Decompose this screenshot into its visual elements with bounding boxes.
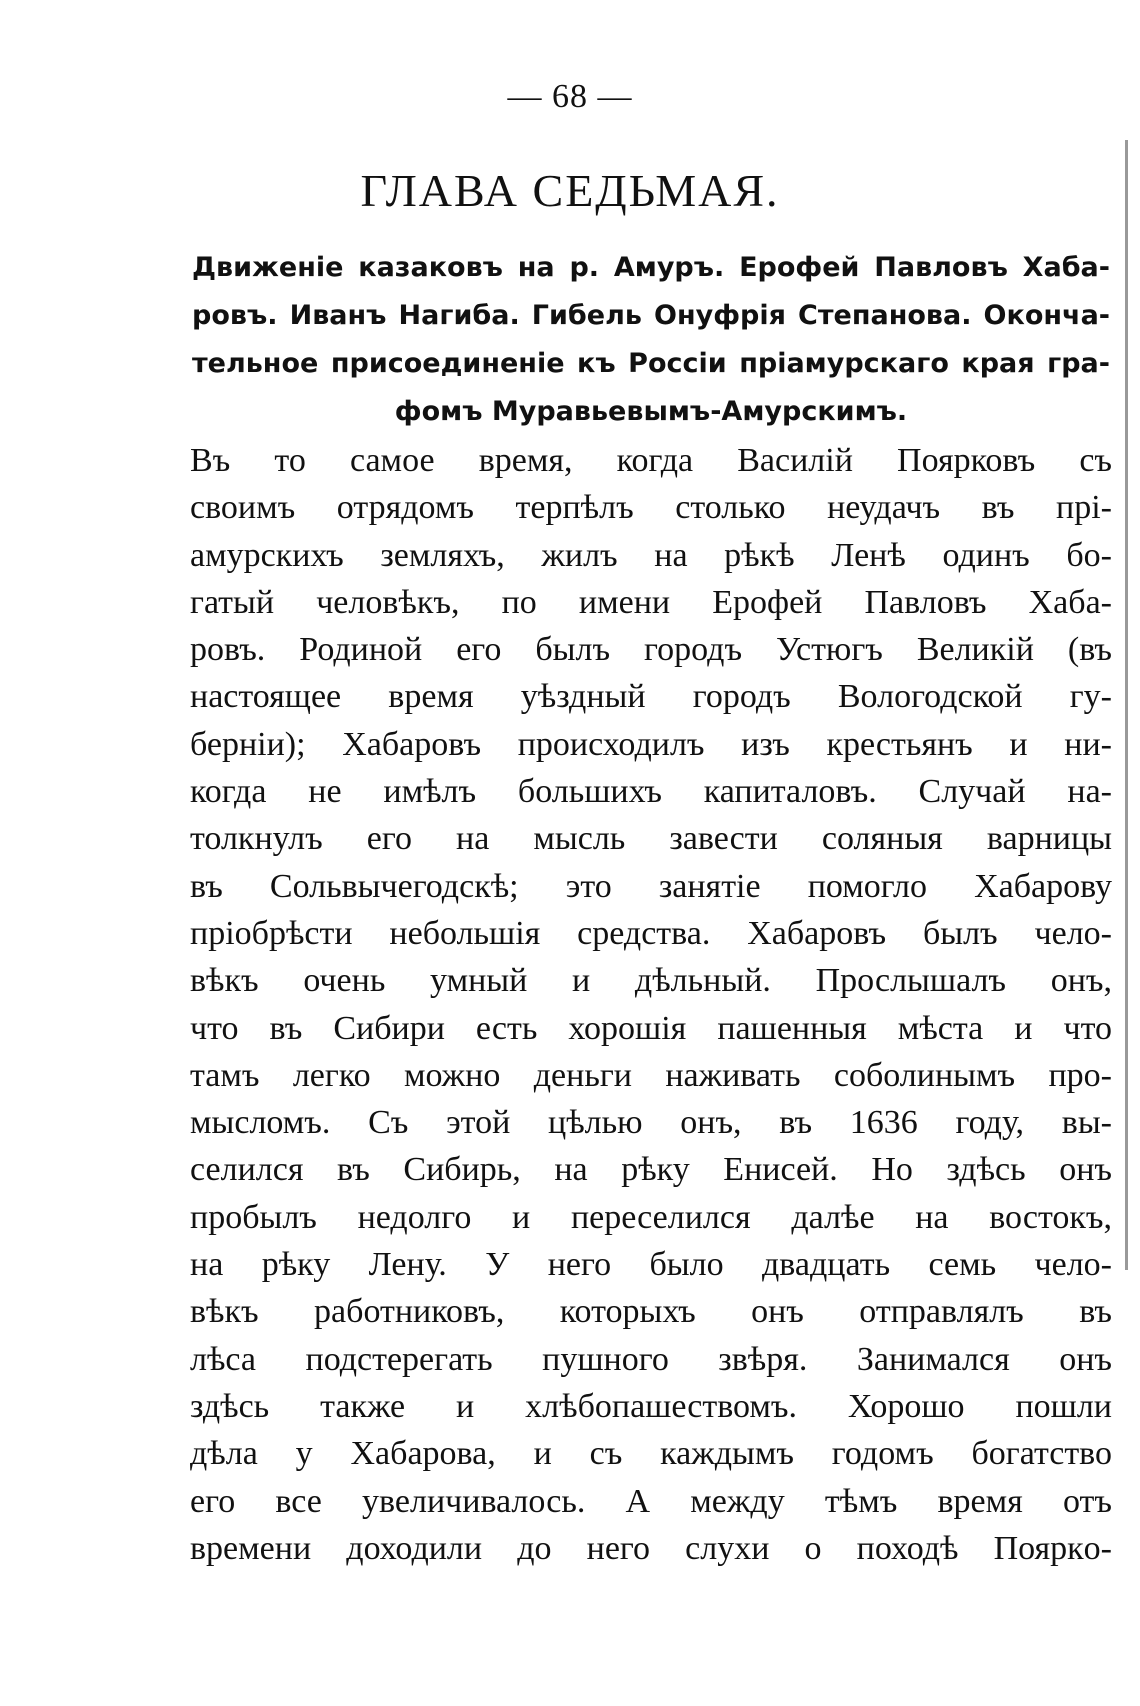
chapter-title: ГЛАВА СЕДЬМАЯ. — [360, 165, 780, 216]
body-line: амурскихъ земляхъ, жилъ на рѣкѣ Ленѣ одинъ бо- — [190, 536, 1112, 574]
body-line: дѣла у Хабарова, и съ каждымъ годомъ богатство — [190, 1435, 1112, 1473]
body-line: здѣсь также и хлѣбопашествомъ. Хорошо пошли — [190, 1387, 1112, 1425]
body-line: пріобрѣсти небольшія средства. Хабаровъ былъ чело- — [190, 914, 1112, 952]
body-line: въ Сольвычегодскѣ; это занятіе помогло Хабарову — [190, 867, 1112, 905]
summary-line: ровъ. Иванъ Нагиба. Гибель Онуфрія Степанова. Оконча- — [192, 300, 1110, 331]
body-line: настоящее время уѣздный городъ Вологодской гу- — [190, 678, 1112, 716]
body-line: гатый человѣкъ, по имени Ерофей Павловъ Хаба- — [190, 583, 1112, 621]
summary-line: тельное присоединеніе къ Россіи пріамурскаго края гра- — [192, 348, 1110, 379]
body-line: Въ то самое время, когда Василій Поярковъ съ — [190, 442, 1112, 479]
body-line: на рѣку Лену. У него было двадцать семь чело- — [190, 1246, 1112, 1284]
body-line: его все увеличивалось. А между тѣмъ время отъ — [190, 1482, 1112, 1520]
chapter-summary — [192, 244, 1110, 436]
summary-line: Движеніе казаковъ на р. Амуръ. Ерофей Павловъ Хаба- — [192, 252, 1110, 283]
body-line: времени доходили до него слухи о походѣ Пояркo- — [190, 1529, 1112, 1567]
body-line: что въ Сибири есть хорошія пашенныя мѣста и что — [190, 1009, 1112, 1047]
body-line: лѣса подстерегать пушного звѣря. Занимался онъ — [190, 1340, 1112, 1378]
body-line: вѣкъ очень умный и дѣльный. Прослышалъ онъ, — [190, 962, 1112, 1000]
body-line: когда не имѣлъ большихъ капиталовъ. Случай на- — [190, 773, 1112, 811]
body-line: берніи); Хабаровъ происходилъ изъ крестьянъ и ни- — [190, 725, 1112, 763]
body-line: ровъ. Родиной его былъ городъ Устюгъ Великій (въ — [190, 631, 1112, 669]
page-number: — 68 — — [507, 78, 633, 115]
body-line: мысломъ. Съ этой цѣлью онъ, въ 1636 году, вы- — [190, 1104, 1112, 1142]
body-text — [190, 437, 1112, 1572]
body-line: селился въ Сибирь, на рѣку Енисей. Но здѣсь онъ — [190, 1151, 1112, 1189]
body-line: тамъ легко можно деньги наживать соболинымъ про- — [190, 1056, 1112, 1094]
scan-edge-rule — [1125, 140, 1128, 1270]
body-line: вѣкъ работниковъ, которыхъ онъ отправлялъ въ — [190, 1293, 1112, 1331]
summary-line: фомъ Муравьевымъ-Амурскимъ. — [394, 396, 908, 427]
body-line: толкнулъ его на мысль завести соляныя варницы — [190, 820, 1112, 858]
body-line: своимъ отрядомъ терпѣлъ столько неудачъ въ прі- — [190, 489, 1112, 527]
body-line: пробылъ недолго и переселился далѣе на востокъ, — [190, 1198, 1112, 1236]
